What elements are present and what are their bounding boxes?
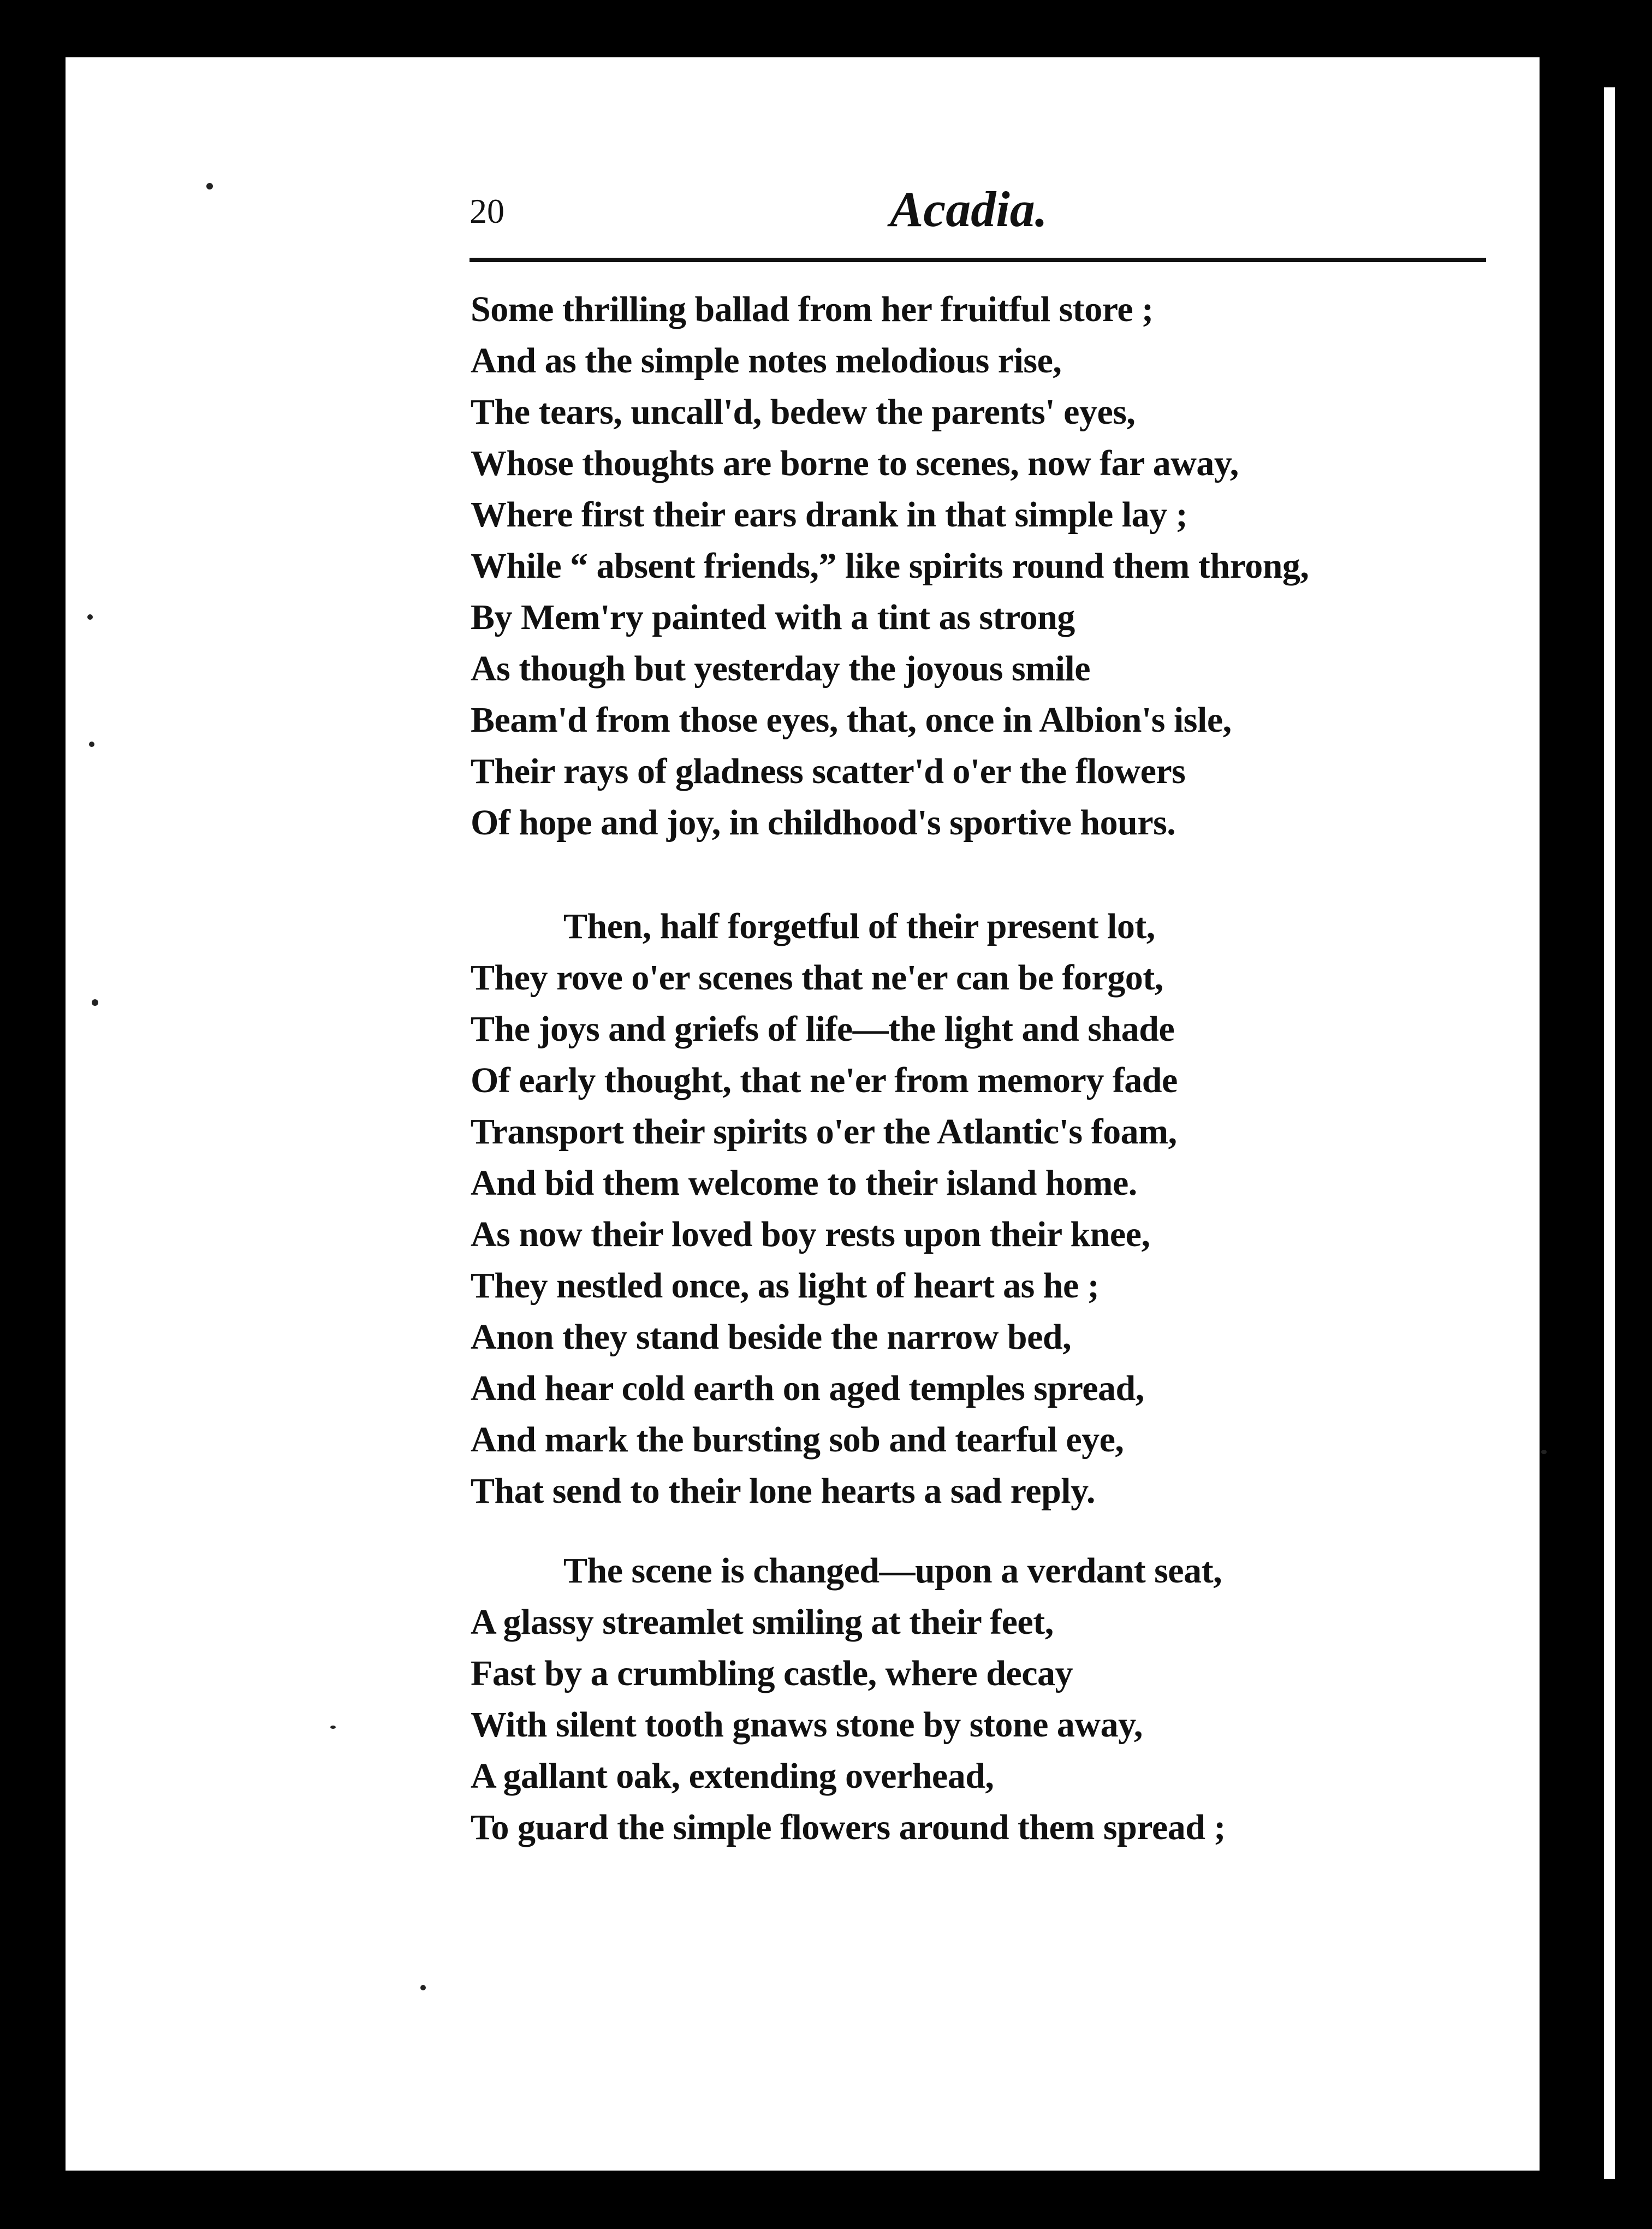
poem-line: Of early thought, that ne'er from memory fade <box>471 1060 1178 1100</box>
poem-line: Some thrilling ballad from her fruitful store ; <box>471 289 1154 329</box>
poem-line: As though but yesterday the joyous smile <box>471 649 1091 689</box>
header-rule <box>470 258 1486 262</box>
page-number: 20 <box>470 192 504 230</box>
page-header-title: Acadia. <box>890 181 1048 237</box>
poem-line: They rove o'er scenes that ne'er can be forgot, <box>471 958 1163 998</box>
poem-line: The scene is changed—upon a verdant seat, <box>563 1551 1222 1591</box>
poem-line: To guard the simple flowers around them spread ; <box>471 1807 1226 1847</box>
poem-line: And as the simple notes melodious rise, <box>471 341 1062 381</box>
poem-line: Of hope and joy, in childhood's sportive hours. <box>471 803 1176 843</box>
poem-line: A glassy streamlet smiling at their feet, <box>471 1602 1054 1642</box>
poem-line: That send to their lone hearts a sad reply. <box>471 1471 1095 1511</box>
poem-line: A gallant oak, extending overhead, <box>471 1756 994 1796</box>
poem-line: Their rays of gladness scatter'd o'er the flowers <box>471 751 1186 791</box>
poem-line: Beam'd from those eyes, that, once in Albion's isle, <box>471 700 1232 740</box>
poem-line: And bid them welcome to their island home. <box>471 1163 1137 1203</box>
stanza-1 <box>471 284 1309 849</box>
poem-line: Transport their spirits o'er the Atlantic's foam, <box>471 1112 1177 1152</box>
poem-line: By Mem'ry painted with a tint as strong <box>471 597 1075 637</box>
poem-line: As now their loved boy rests upon their knee, <box>471 1214 1150 1254</box>
running-head <box>470 180 1490 246</box>
poem-line: The joys and griefs of life—the light and shade <box>471 1009 1175 1049</box>
poem-line: And mark the bursting sob and tearful eye, <box>471 1420 1124 1460</box>
poem-line: While “ absent friends,” like spirits round them throng, <box>471 546 1309 586</box>
poem-line: Where first their ears drank in that simple lay ; <box>471 495 1188 535</box>
stanza-3 <box>471 1545 1226 1853</box>
poem-line: They nestled once, as light of heart as he ; <box>471 1266 1100 1306</box>
poem-line: Whose thoughts are borne to scenes, now far away, <box>471 443 1239 483</box>
poem-line: And hear cold earth on aged temples spread, <box>471 1368 1144 1408</box>
poem-line: Fast by a crumbling castle, where decay <box>471 1653 1073 1693</box>
poem-line: With silent tooth gnaws stone by stone away, <box>471 1705 1143 1745</box>
poem-line: Anon they stand beside the narrow bed, <box>471 1317 1072 1357</box>
poem-line: The tears, uncall'd, bedew the parents' eyes, <box>471 392 1136 432</box>
stanza-2 <box>471 901 1178 1517</box>
page-edge <box>1604 87 1615 2179</box>
poem-line: Then, half forgetful of their present lot, <box>563 906 1155 946</box>
